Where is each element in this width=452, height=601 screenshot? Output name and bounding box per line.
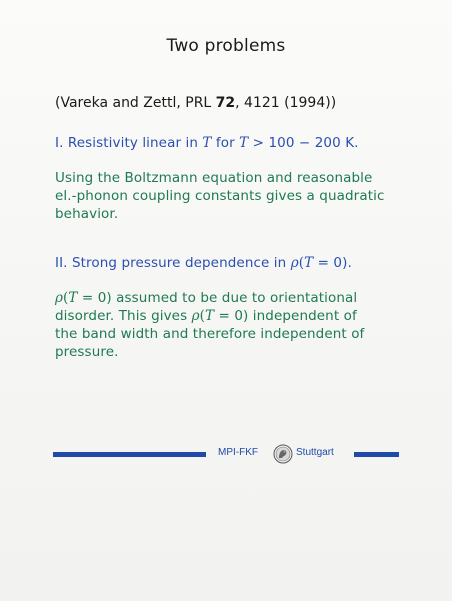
reference-citation — [55, 95, 336, 111]
minerva-logo-icon — [273, 444, 293, 464]
problem2-body-line2 — [55, 308, 357, 324]
problem2-body1-paren: ( — [63, 290, 69, 306]
reference-suffix: , 4121 (1994)) — [235, 95, 337, 111]
footer-bar-left — [53, 452, 206, 457]
problem1-body-line2: el.-phonon coupling constants gives a quadratic — [55, 188, 385, 204]
slide-title: Two problems — [166, 36, 286, 56]
problem2-heading-T: T — [304, 255, 314, 271]
reference-prefix: (Vareka and Zettl, PRL — [55, 95, 216, 111]
problem2-body2-rest: = 0) independent of — [214, 308, 357, 324]
problem2-heading-paren: ( — [298, 255, 305, 271]
problem1-heading-T2: T — [239, 135, 249, 151]
problem1-body-line3: behavior. — [55, 206, 119, 222]
footer-city-label: Stuttgart — [296, 447, 334, 458]
reference-volume: 72 — [215, 95, 236, 111]
problem2-heading-rho: ρ — [290, 255, 299, 271]
problem2-body1-rest: = 0) assumed to be due to orientational — [77, 290, 358, 306]
problem2-body2-paren: ( — [199, 308, 206, 324]
problem2-heading-text-a: II. Strong pressure dependence in — [55, 255, 291, 271]
problem2-body-line3: the band width and therefore independent of — [55, 326, 365, 342]
problem2-heading — [55, 255, 352, 271]
problem1-heading-T1: T — [202, 135, 212, 151]
problem2-body-line1 — [55, 290, 357, 306]
problem2-body2-T: T — [205, 308, 215, 324]
problem1-heading-text-c: > 100 − 200 K. — [248, 135, 359, 151]
problem2-body1-rho: ρ — [55, 290, 64, 306]
problem2-body-line4: pressure. — [55, 344, 119, 360]
problem1-body-line1: Using the Boltzmann equation and reasonable — [55, 170, 373, 186]
problem2-heading-eq: = 0). — [313, 255, 352, 271]
problem2-body1-T: T — [68, 290, 78, 306]
footer-bar-right — [354, 452, 399, 457]
problem1-heading — [55, 135, 359, 151]
problem2-body2-rho: ρ — [191, 308, 200, 324]
problem1-heading-text-b: for — [211, 135, 240, 151]
footer-institute-label: MPI-FKF — [218, 447, 258, 458]
problem2-body2-text: disorder. This gives — [55, 308, 192, 324]
problem1-heading-text-a: I. Resistivity linear in — [55, 135, 203, 151]
